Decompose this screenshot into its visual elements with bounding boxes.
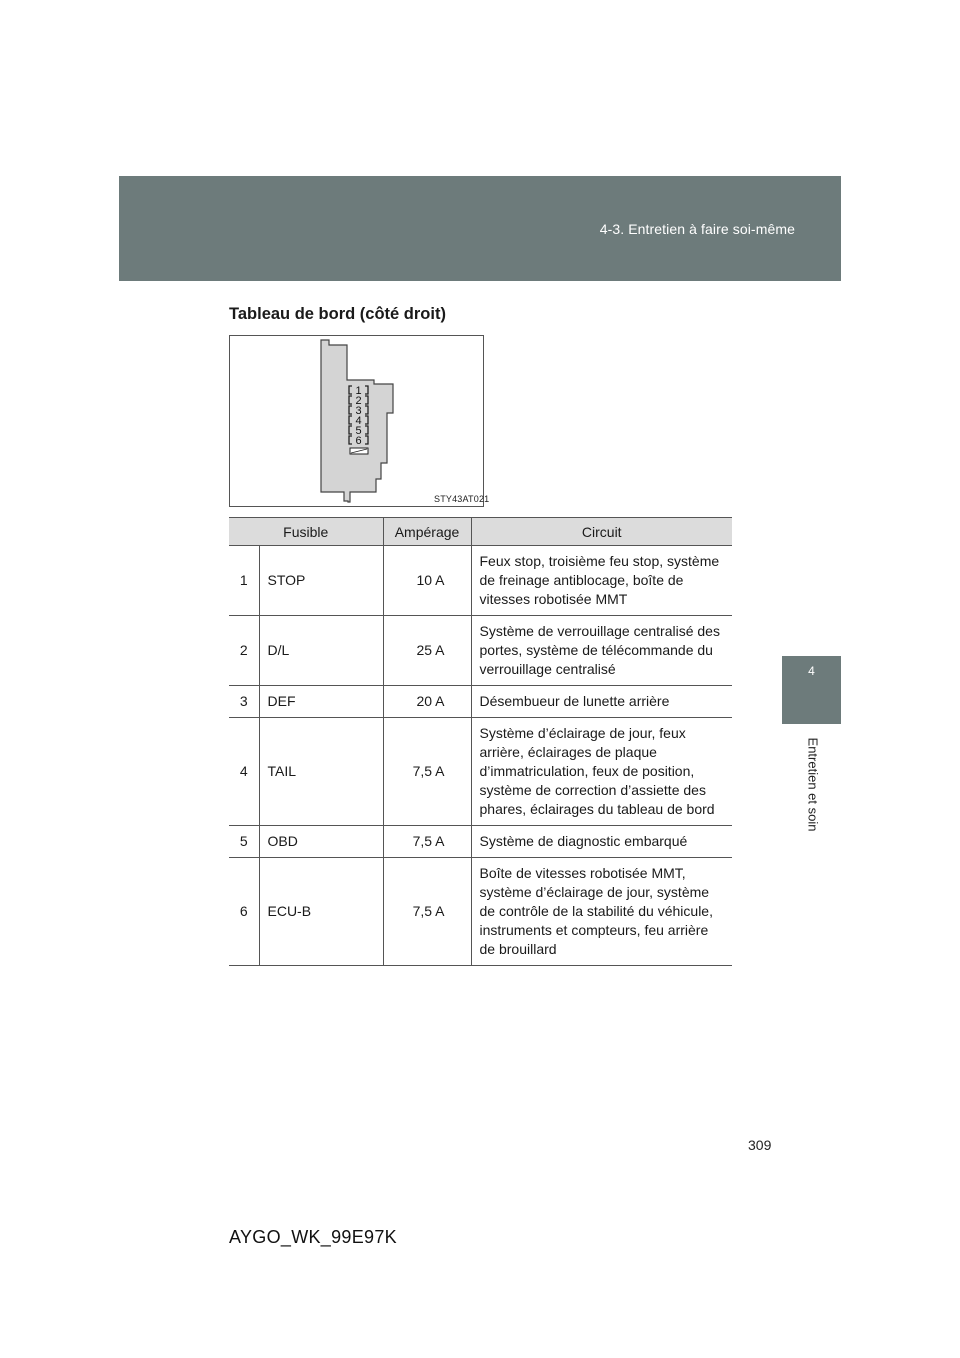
fuse-circuit: Système de verrouillage centralisé des portes, système de télécommande du verrouillage centralisé [471, 616, 732, 686]
section-header: 4-3. Entretien à faire soi-même [599, 221, 795, 237]
fuse-circuit: Feux stop, troisième feu stop, système de freinage antiblocage, boîte de vitesses robotisée MMT [471, 546, 732, 616]
fuse-slot-label: 2 [355, 395, 362, 407]
fuse-slot-label: 4 [355, 415, 362, 427]
fuse-number: 1 [229, 546, 259, 616]
table-row [229, 826, 732, 858]
fuse-name: OBD [259, 826, 383, 858]
fuse-number: 6 [229, 858, 259, 966]
chapter-label-text: Entretien et soin [805, 737, 821, 831]
header-circuit: Circuit [471, 518, 732, 546]
fuse-number: 3 [229, 686, 259, 718]
fuse-table [229, 517, 732, 966]
section-title: Tableau de bord (côté droit) [229, 305, 446, 323]
fuse-circuit: Système d’éclairage de jour, feux arrière, éclairages de plaque d’immatriculation, feux de position, système de correction d’assiette des phares, éclairages du tableau de bord [471, 718, 732, 826]
fuse-amperage: 10 A [383, 546, 471, 616]
table-row [229, 858, 732, 966]
table-row [229, 718, 732, 826]
header-band [119, 176, 841, 281]
header-fusible: Fusible [229, 518, 383, 546]
fuse-amperage: 7,5 A [383, 826, 471, 858]
table-header-row [229, 518, 732, 546]
fuse-name: TAIL [259, 718, 383, 826]
fuse-circuit: Système de diagnostic embarqué [471, 826, 732, 858]
chapter-tab [782, 656, 841, 724]
fuse-amperage: 20 A [383, 686, 471, 718]
fuse-number: 5 [229, 826, 259, 858]
fuse-circuit: Boîte de vitesses robotisée MMT, système d’éclairage de jour, système de contrôle de la stabilité du véhicule, instruments et compteurs, feu arrière de brouillard [471, 858, 732, 966]
fuse-amperage: 7,5 A [383, 718, 471, 826]
header-amperage: Ampérage [383, 518, 471, 546]
fuse-slot-label: 6 [355, 435, 362, 447]
figure-code: STY43AT021 [434, 494, 490, 504]
table-row [229, 616, 732, 686]
page-number: 309 [748, 1137, 772, 1153]
fuse-box-diagram [230, 336, 485, 508]
table-row [229, 686, 732, 718]
fuse-slot-label: 1 [355, 385, 362, 397]
fuse-name: D/L [259, 616, 383, 686]
fuse-name: ECU-B [259, 858, 383, 966]
fuse-number: 4 [229, 718, 259, 826]
fuse-name: DEF [259, 686, 383, 718]
fuse-name: STOP [259, 546, 383, 616]
fuse-amperage: 25 A [383, 616, 471, 686]
fuse-circuit: Désembueur de lunette arrière [471, 686, 732, 718]
fuse-amperage: 7,5 A [383, 858, 471, 966]
document-code: AYGO_WK_99E97K [229, 1227, 397, 1247]
chapter-number: 4 [808, 664, 815, 678]
fuse-box-figure [229, 335, 484, 507]
table-row [229, 546, 732, 616]
fuse-slot-label: 5 [355, 425, 362, 437]
fuse-slot-label: 3 [355, 405, 362, 417]
fuse-number: 2 [229, 616, 259, 686]
chapter-label [802, 728, 824, 840]
